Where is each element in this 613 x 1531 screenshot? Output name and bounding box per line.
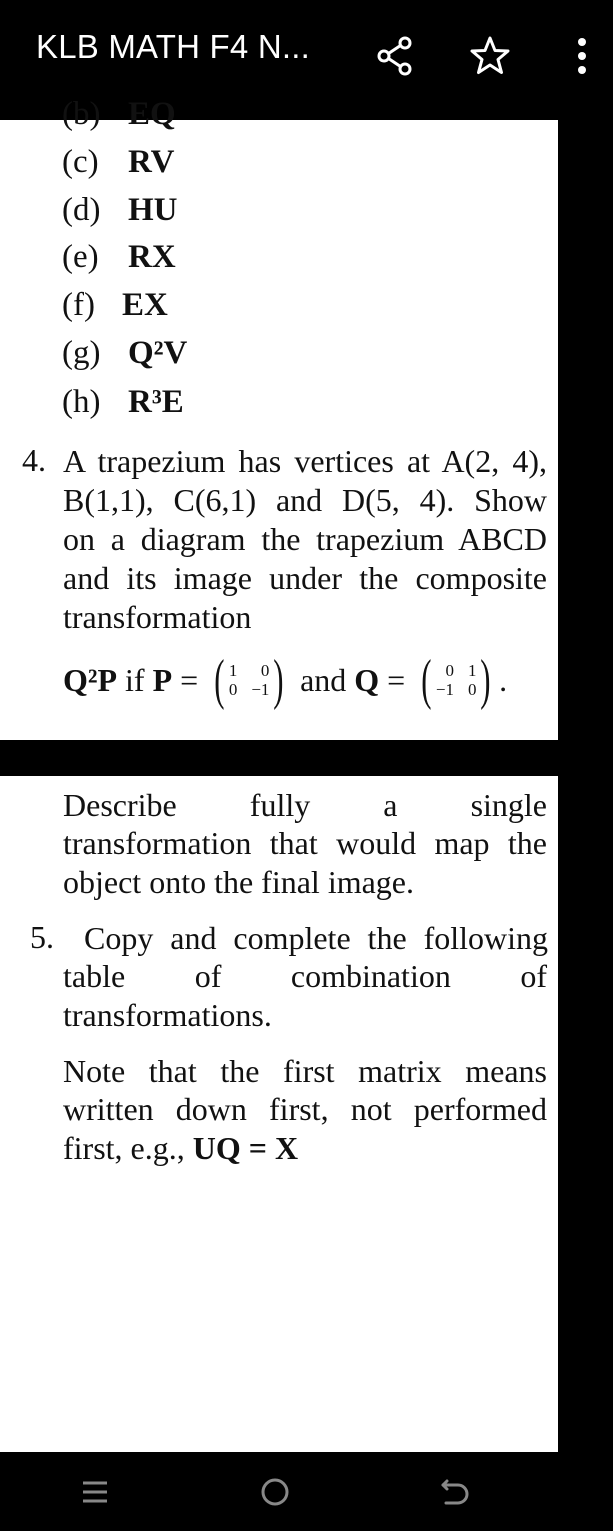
cutoff-list-item: (b) EQ [62,96,176,132]
home-icon[interactable] [255,1472,295,1512]
share-icon[interactable] [371,32,419,80]
list-item: (f) EX [62,287,168,323]
question-text-line: transformation that would map the [63,825,547,861]
matrix-p: ( 1 0 0 −1 ) [214,649,284,711]
question-text-line: Describe fully a single [63,787,547,823]
recent-apps-icon[interactable] [75,1472,115,1512]
list-item: (e) RX [62,239,176,275]
note-text-line: first, e.g., UQ = X [63,1130,299,1166]
list-item: (h) R³E [62,384,184,420]
star-icon[interactable] [466,32,514,80]
question-text-line: object onto the final image. [63,864,414,900]
question-number: 5. [30,919,54,955]
more-vert-icon[interactable] [558,32,606,80]
list-item: (c) RV [62,144,175,180]
list-item: (d) HU [62,192,178,228]
note-text-line: Note that the first matrix means [63,1053,547,1089]
formula: UQ = X [192,1130,299,1166]
pdf-page-2[interactable] [0,776,558,1452]
question-text-line: on a diagram the trapezium ABCD [63,521,547,557]
matrix-q: ( 0 1 −1 0 ) [421,649,491,711]
note-text-line: written down first, not performed [63,1091,547,1127]
question-number: 4. [22,442,46,478]
question-text-line: table of combination of [63,958,547,994]
question-text-line: B(1,1), C(6,1) and D(5, 4). Show [63,482,547,518]
document-title: KLB MATH F4 N... [36,28,310,65]
question-text-line: transformations. [63,997,272,1033]
question-text-line: transformation [63,599,252,635]
question-text-line: and its image under the composite [63,560,547,596]
pdf-page-1[interactable] [0,96,558,740]
matrix-equation: Q²P if P = ( 1 0 0 −1 ) and Q = ( 0 1 −1 0 ) . [63,649,508,711]
system-navigation-bar [0,1452,613,1531]
question-text-line: A trapezium has vertices at A(2, 4), [63,443,547,479]
back-icon[interactable] [434,1472,474,1512]
list-item: (g) Q²V [62,335,188,371]
question-text-line: Copy and complete the following [84,920,548,956]
